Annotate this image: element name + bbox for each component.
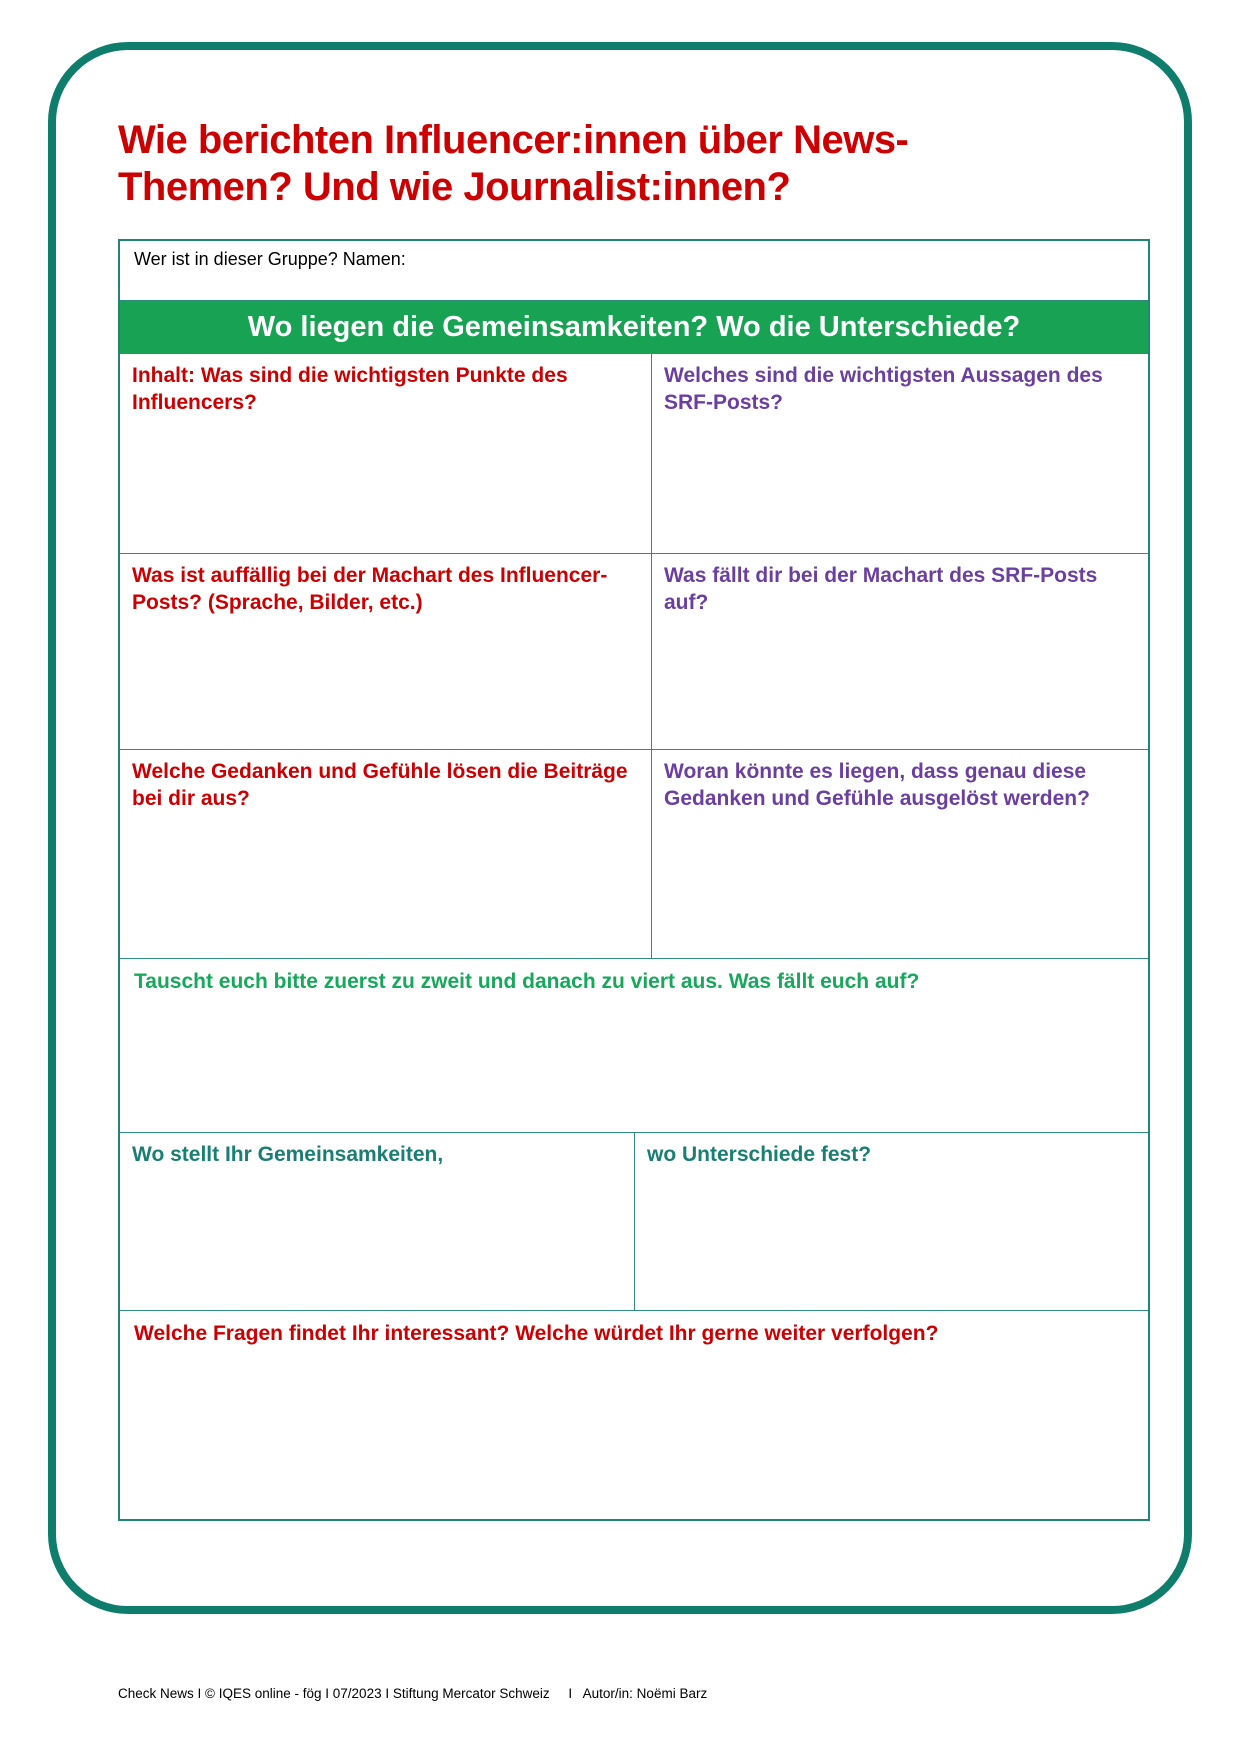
question-cell-influencer-content: Inhalt: Was sind die wichtigsten Punkte des Influencers? [120,354,652,553]
question-cell-thoughts-feelings: Welche Gedanken und Gefühle lösen die Beiträge bei dir aus? [120,750,652,958]
banner-header-label: Wo liegen die Gemeinsamkeiten? Wo die Unterschiede? [247,310,1021,343]
question-cell-influencer-style: Was ist auffällig bei der Machart des Influencer-Posts? (Sprache, Bilder, etc.) [120,554,652,749]
group-names-cell [120,241,1148,300]
question-cell-thoughts-reason: Woran könnte es liegen, dass genau diese Gedanken und Gefühle ausgelöst werden? [664,760,1090,811]
group-names-label: Wer ist in dieser Gruppe? Namen: [134,249,406,269]
table-row [120,1132,1148,1310]
banner-header [120,300,1148,353]
footer-credits: Check News I © IQES online - fög I 07/2023 I Stiftung Mercator Schweiz I Autor/in: Noëmi Barz [118,1686,708,1701]
compare-cell-differences: wo Unterschiede fest? [647,1143,872,1166]
question-cell-srf-style: Was fällt dir bei der Machart des SRF-Posts auf? [664,564,1098,615]
final-prompt-cell: Welche Fragen findet Ihr interessant? Welche würdet Ihr gerne weiter verfolgen? [120,1310,1148,1519]
worksheet-table [118,239,1150,1521]
compare-cell-similarities: Wo stellt Ihr Gemeinsamkeiten, [120,1133,635,1310]
page-title: Wie berichten Influencer:innen über News-Themen? Und wie Journalist:innen? [118,117,909,209]
question-cell-srf-content: Welches sind die wichtigsten Aussagen des SRF-Posts? [664,364,1103,415]
table-row [120,353,1148,553]
exchange-prompt-cell: Tauscht euch bitte zuerst zu zweit und danach zu viert aus. Was fällt euch auf? [120,958,1148,1132]
table-row [120,749,1148,958]
table-row [120,553,1148,749]
